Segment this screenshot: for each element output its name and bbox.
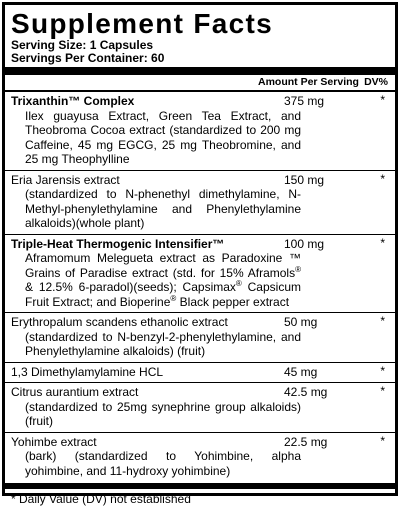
serving-size: Serving Size: 1 Capsules: [11, 38, 154, 52]
servings-per-container: Servings Per Container: 60: [11, 51, 165, 65]
ingredient-amount: 45 mg: [284, 364, 318, 379]
desc-part-text: Capsicum Fruit Extract; and Bioperine: [25, 280, 301, 309]
ingredient-description: (standardized to N-benzyl-2-phenylethylamine, and Phenylethylamine alkaloids) (fruit): [25, 329, 301, 358]
desc-part: ®: [295, 264, 301, 274]
ingredient-row: [11, 171, 389, 234]
ingredient-description: Ilex guayusa Extract, Green Tea Extract, and Theobroma Cocoa extract (standardized to 200 mg Caffeine, 45 mg EGCG, 25 mg Theobromine, and 25 mg Theophylline: [25, 108, 301, 166]
dv-header: DV%: [364, 76, 388, 88]
thick-divider: [5, 67, 395, 75]
ingredient-name: 1,3 Dimethylamylamine HCL: [11, 364, 164, 379]
ingredient-amount: 22.5 mg: [284, 434, 328, 449]
ingredient-row: [11, 363, 389, 383]
ingredient-dv: *: [380, 363, 385, 378]
ingredient-amount: 42.5 mg: [284, 385, 328, 399]
ingredient-row: [11, 92, 389, 170]
ingredient-amount: 100 mg: [284, 236, 325, 251]
ingredient-amount: 150 mg: [284, 172, 325, 187]
desc-part: ®: [235, 279, 242, 288]
ingredient-name: Eria Jarensis extract: [11, 172, 120, 187]
ingredient-dv: *: [380, 235, 385, 250]
amount-header: Amount Per Serving: [258, 76, 359, 88]
desc-part-text: Black pepper extract: [176, 294, 290, 309]
desc-part: Aframomum Melegueta extract as Paradoxine ™ Grains of Paradise extract (std. for 15% Aframols: [25, 251, 301, 280]
supplement-facts-panel: [2, 2, 398, 506]
ingredient-description: [11, 251, 301, 309]
ingredient-row: [11, 313, 389, 362]
ingredient-dv: *: [380, 433, 385, 448]
ingredient-dv: *: [380, 314, 385, 328]
column-header: [11, 75, 389, 90]
ingredient-description: (standardized to 25mg synephrine group alkaloids) (fruit): [25, 399, 301, 428]
ingredient-amount: 50 mg: [284, 315, 318, 329]
ingredient-dv: *: [380, 384, 385, 398]
ingredient-name: Yohimbe extract: [11, 434, 97, 449]
ingredient-amount: 375 mg: [284, 94, 325, 108]
ingredient-name: Trixanthin™ Complex: [11, 94, 135, 108]
desc-part-text: & 12.5% 6-paradol)(seeds); Capsimax: [25, 280, 236, 294]
ingredient-row: [11, 433, 389, 482]
ingredient-name: Citrus aurantium extract: [11, 385, 139, 399]
ingredient-row: [11, 383, 389, 432]
ingredient-name: Triple-Heat Thermogenic Intensifier™: [11, 236, 225, 251]
ingredient-description: (bark) (standardized to Yohimbine, alpha yohimbine, and 11-hydroxy yohimbine): [25, 449, 301, 478]
ingredient-dv: *: [380, 171, 385, 186]
desc-part: ®: [170, 293, 177, 303]
ingredient-description: (standardized to N-phenethyl dimethylamine, N-Methyl-phenylethylamine and Phenylethylamine alkaloids)(whole plant): [25, 187, 301, 230]
ingredient-name: Erythropalum scandens ethanolic extract: [11, 315, 228, 329]
ingredient-row: [11, 235, 389, 313]
ingredient-dv: *: [380, 93, 385, 107]
panel-title: Supplement Facts: [11, 8, 273, 39]
footnote: * Daily Value (DV) not established: [11, 492, 191, 506]
